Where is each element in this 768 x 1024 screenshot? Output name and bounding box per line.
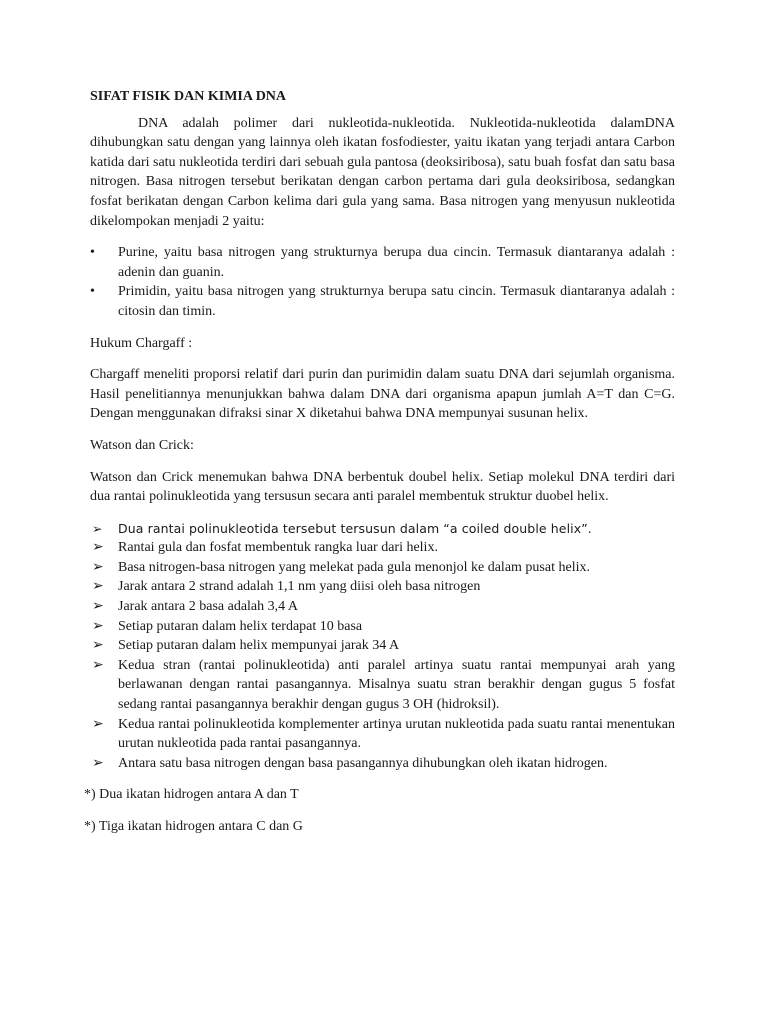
list-item-text: Jarak antara 2 strand adalah 1,1 nm yang diisi oleh basa nitrogen <box>118 579 481 595</box>
arrow-bullet-icon: ➢ <box>92 540 104 556</box>
arrow-bullet-icon: ➢ <box>92 755 104 771</box>
list-item <box>90 656 675 715</box>
intro-paragraph: DNA adalah polimer dari nukleotida-nukleotida. Nukleotida-nukleotida dalamDNA dihubungkan satu dengan yang lainnya oleh ikatan fosfodiester, yaitu ikatan yang terjadi antara Carbon katida dari satu nukleotida terdiri dari sebuah gula pantosa (deoksiribosa), satu buah fosfat dan satu basa nitrogen. Basa nitrogen tersebut berikatan dengan carbon pertama dari gula deoksiribosa, sedangkan fosfat berikatan dengan Carbon kelima dari gula yang sama. Basa nitrogen yang menyusun nukleotida dikelompokan menjadi 2 yaitu: <box>90 115 675 229</box>
arrow-bullet-icon: ➢ <box>92 618 104 634</box>
list-item <box>90 538 675 558</box>
nitrogen-base-list <box>90 243 675 321</box>
arrow-bullet-icon: ➢ <box>92 638 104 654</box>
arrow-bullet-icon: ➢ <box>92 579 104 595</box>
list-item <box>90 243 675 282</box>
list-item-text: Purine, yaitu basa nitrogen yang strukturnya berupa dua cincin. Termasuk diantaranya adalah : adenin dan guanin. <box>118 245 675 280</box>
arrow-bullet-icon: ➢ <box>92 520 103 536</box>
list-item <box>90 519 675 539</box>
list-item-text: Setiap putaran dalam helix mempunyai jarak 34 A <box>118 638 400 654</box>
list-item <box>90 597 675 617</box>
list-item <box>90 636 675 656</box>
helix-facts-list <box>90 519 675 774</box>
arrow-bullet-icon: ➢ <box>92 599 104 615</box>
list-item-text: Rantai gula dan fosfat membentuk rangka luar dari helix. <box>118 540 438 556</box>
list-item <box>90 715 675 754</box>
list-item <box>90 617 675 637</box>
list-item <box>90 282 675 321</box>
document-title: SIFAT FISIK DAN KIMIA DNA <box>90 89 287 104</box>
list-item-text: Jarak antara 2 basa adalah 3,4 A <box>118 599 298 615</box>
list-item-text: Dua rantai polinukleotida tersebut tersusun dalam “a coiled double helix”. <box>118 520 592 536</box>
bullet-icon: • <box>90 284 95 300</box>
hydrogen-bond-note-at: *) Dua ikatan hidrogen antara A dan T <box>84 787 299 803</box>
list-item <box>90 577 675 597</box>
list-item-text: Kedua stran (rantai polinukleotida) anti paralel artinya suatu rantai mempunyai arah yang berlawanan dengan rantai pasangannya. Misalnya suatu stran berakhir dengan gugus 5 fosfat sedang rantai pasangannya berakhir dengan gugus 3 OH (hidroksil). <box>118 657 675 713</box>
list-item <box>90 558 675 578</box>
chargaff-heading: Hukum Chargaff : <box>90 335 193 351</box>
bullet-icon: • <box>90 245 95 261</box>
arrow-bullet-icon: ➢ <box>92 559 104 575</box>
list-item-text: Primidin, yaitu basa nitrogen yang strukturnya berupa satu cincin. Termasuk diantaranya adalah : citosin dan timin. <box>118 284 675 319</box>
list-item-text: Kedua rantai polinukleotida komplementer artinya urutan nukleotida pada suatu rantai menentukan urutan nukleotida pada rantai pasangannya. <box>118 716 675 752</box>
hydrogen-bond-note-cg: *) Tiga ikatan hidrogen antara C dan G <box>84 819 303 834</box>
chargaff-paragraph: Chargaff meneliti proporsi relatif dari purin dan purimidin dalam suatu DNA dari sejumlah organisma. Hasil penelitiannya menunjukkan bahwa dalam DNA dari organisma apapun jumlah A=T dan C=G. Dengan menggunakan difraksi sinar X diketahui bahwa DNA mempunyai susunan helix. <box>90 367 675 422</box>
arrow-bullet-icon: ➢ <box>92 657 104 673</box>
list-item-text: Setiap putaran dalam helix terdapat 10 basa <box>118 618 363 634</box>
watson-crick-paragraph: Watson dan Crick menemukan bahwa DNA berbentuk doubel helix. Setiap molekul DNA terdiri dari dua rantai polinukleotida yang tersusun secara anti paralel membentuk struktur duobel helix. <box>90 469 675 505</box>
arrow-bullet-icon: ➢ <box>92 716 104 732</box>
watson-crick-heading: Watson dan Crick: <box>90 437 194 453</box>
list-item-text: Basa nitrogen-basa nitrogen yang melekat pada gula menonjol ke dalam pusat helix. <box>118 559 590 575</box>
document-page <box>84 87 675 849</box>
list-item-text: Antara satu basa nitrogen dengan basa pasangannya dihubungkan oleh ikatan hidrogen. <box>118 755 608 771</box>
list-item <box>90 754 675 774</box>
